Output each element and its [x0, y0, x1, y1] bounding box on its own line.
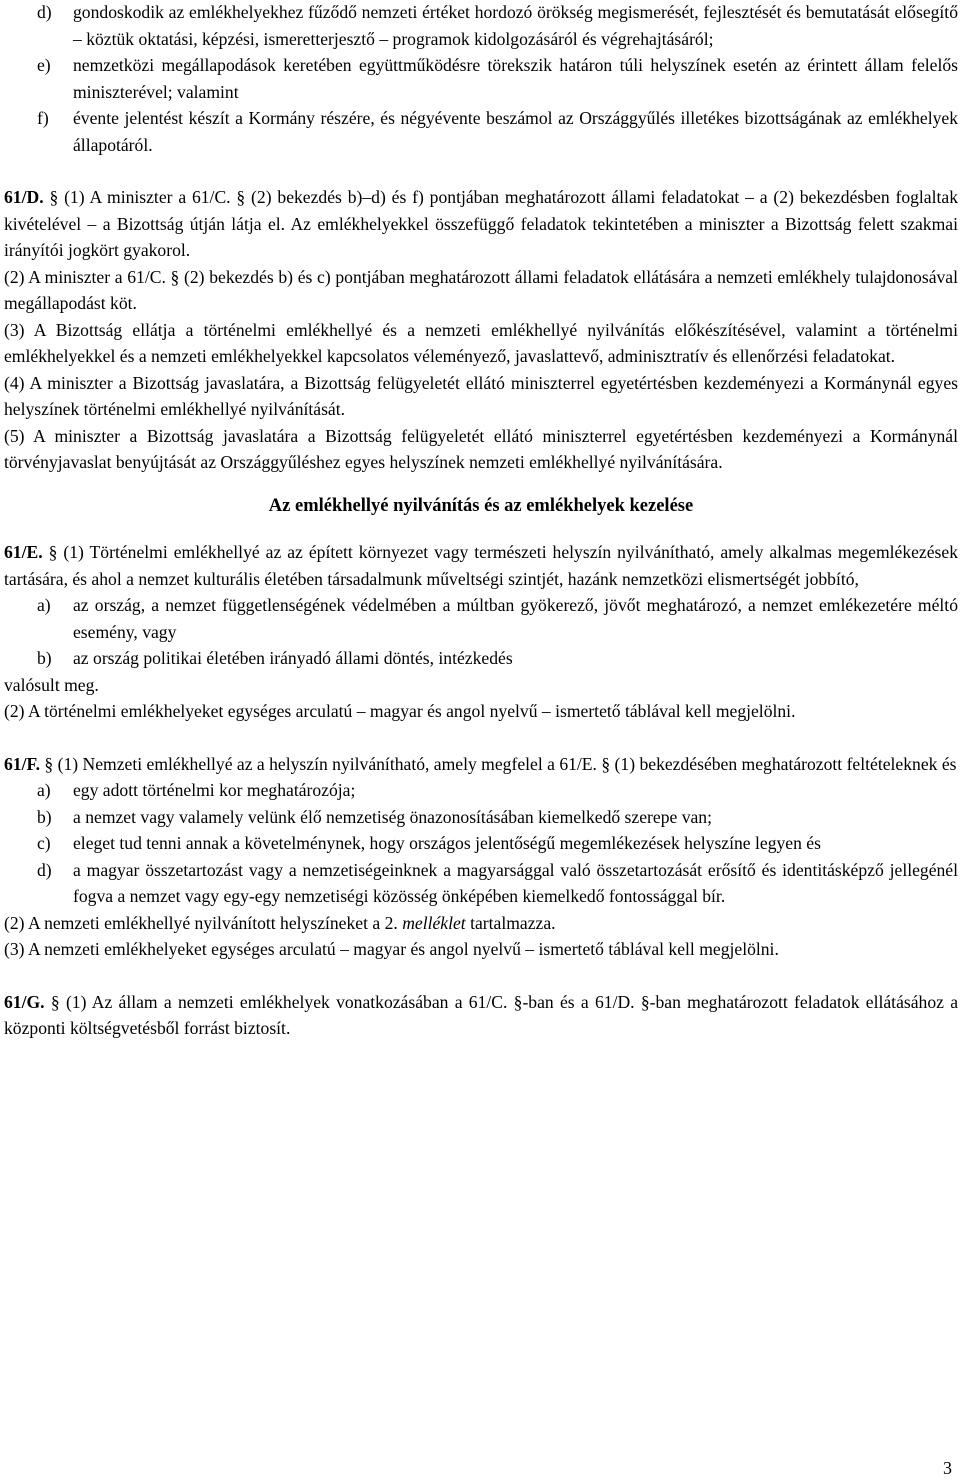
section-symbol: §	[48, 542, 58, 562]
section-number: 61/E.	[4, 542, 43, 562]
list-item-text: évente jelentést készít a Kormány részére, és négyévente beszámol az Országgyűlés illetékes bizottságának az emlékhelyek állapotáról.	[73, 108, 958, 155]
section-61d-paragraph-2: (2) A miniszter a 61/C. § (2) bekezdés b) és c) pontjában meghatározott állami feladatok ellátására a nemzeti emlékhely tulajdonosával megállapodást köt.	[4, 266, 958, 313]
section-symbol: §	[50, 991, 60, 1012]
list-item	[4, 857, 958, 910]
list-item	[4, 777, 958, 804]
list-item-text: az ország, a nemzet függetlenségének védelmében a múltban gyökerező, jövőt meghatározó, a nemzet emlékezetére méltó esemény, vagy	[73, 595, 958, 642]
list-item-text: gondoskodik az emlékhelyekhez fűződő nemzeti értéket hordozó örökség megismerését, fejlesztését és bemutatását elősegítő – köztük oktatási, képzési, ismeretterjesztő – programok kidolgozásáról és végrehajtásáról;	[73, 2, 958, 49]
paragraph-text: (1) Az állam a nemzeti emlékhelyek vonatkozásában a 61/C. §-ban és a 61/D. §-ban meghatározott feladatok ellátásához a központi költségvetésből forrást biztosít.	[4, 991, 959, 1038]
list-item	[4, 830, 958, 857]
list-item-label: d)	[37, 2, 52, 22]
list-item	[4, 52, 958, 105]
list-item-text: egy adott történelmi kor meghatározója;	[73, 780, 356, 800]
list-item	[4, 804, 958, 831]
list-item-label: e)	[37, 55, 51, 75]
list-item-label: c)	[37, 833, 51, 853]
section-symbol: §	[44, 753, 54, 774]
section-number: 61/F.	[4, 753, 41, 774]
paragraph-text: (2) A nemzeti emlékhellyé nyilvánított helyszíneket a 2.	[4, 912, 398, 933]
section-61e-paragraph-2: (2) A történelmi emlékhelyeket egységes arculatú – magyar és angol nyelvű – ismertető táblával kell megjelölni.	[4, 701, 796, 721]
section-61d-paragraph-5: (5) A miniszter a Bizottság javaslatára a Bizottság felügyeletét ellátó miniszterrel egyetértésben kezdeményezi a Kormánynál törvényjavaslat benyújtását az Országgyűléshez egyes helyszínek nemzeti emlékhellyé nyilvánítására.	[4, 425, 958, 472]
list-item	[4, 592, 958, 645]
document-page	[4, 0, 958, 1042]
section-heading: Az emlékhellyé nyilvánítás és az emlékhelyek kezelése	[268, 495, 694, 516]
list-item-label: d)	[37, 859, 52, 880]
section-61d-paragraph-1	[4, 184, 958, 264]
paragraph-text: (1) Történelmi emlékhellyé az az épített környezet vagy természeti helyszín nyilvánítható, amely alkalmas megemlékezések tartására, és ahol a nemzet kulturális életében társadalmunk műveltségi szintjét, hazánk nemzetközi elismertségét jobbító,	[4, 542, 958, 589]
list-item-text: nemzetközi megállapodások keretében együttműködésre törekszik határon túli helyszínek esetén az érintett állam felelős miniszterével; valamint	[73, 55, 958, 102]
section-61d-paragraph-3: (3) A Bizottság ellátja a történelmi emlékhellyé és a nemzeti emlékhellyé nyilvánítás előkészítésével, valamint a történelmi emlékhelyekkel és a nemzeti emlékhelyekkel kapcsolatos véleményező, javaslattevő, adminisztratív és ellenőrzési feladatokat.	[4, 319, 958, 366]
paragraph-text: tartalmazza.	[470, 912, 556, 933]
section-61g-paragraph-1	[4, 989, 958, 1042]
page-number: 3	[943, 1458, 952, 1478]
section-61d-paragraph-4: (4) A miniszter a Bizottság javaslatára, a Bizottság felügyeletét ellátó miniszterrel egyetértésben kezdeményezi a Kormánynál egyes helyszínek történelmi emlékhellyé nyilvánítását.	[4, 372, 958, 419]
section-61f-paragraph-3: (3) A nemzeti emlékhelyeket egységes arculatú – magyar és angol nyelvű – ismertető táblával kell megjelölni.	[4, 939, 779, 959]
section-61e-paragraph-1	[4, 539, 958, 592]
paragraph-text: (1) Nemzeti emlékhellyé az a helyszín nyilvánítható, amely megfelel a 61/E. § (1) bekezdésében meghatározott feltételeknek és	[57, 753, 957, 774]
list-item-label: b)	[37, 648, 52, 668]
section-61f-paragraph-1	[4, 751, 958, 778]
section-61f-paragraph-2	[4, 910, 958, 937]
list-item	[4, 645, 958, 672]
list-item-text: a nemzet vagy valamely velünk élő nemzetiség önazonosításában kiemelkedő szerepe van;	[73, 806, 712, 827]
list-item-text: eleget tud tenni annak a követelménynek, hogy országos jelentőségű megemlékezések helyszíne legyen és	[73, 833, 821, 853]
annex-reference: melléklet	[402, 912, 466, 933]
list-item-label: a)	[37, 780, 51, 800]
list-item-text: a magyar összetartozást vagy a nemzetiségeinknek a magyarsággal való összetartozását erősítő és identitásképző jellegénél fogva a nemzet vagy egy-egy nemzetiségi közösség önképében kiemelkedő fontossággal bír.	[73, 859, 958, 906]
section-number: 61/G.	[4, 991, 45, 1012]
list-item-label: a)	[37, 595, 51, 615]
list-item-label: f)	[37, 108, 49, 128]
paragraph-text: (1) A miniszter a 61/C. § (2) bekezdés b)–d) és f) pontjában meghatározott állami feladatokat – a (2) bekezdésben foglaltak kivételével – a Bizottság útján látja el. Az emlékhelyekkel összefüggő feladatok tekintetében a miniszter a Bizottság felett szakmai irányítói jogkört gyakorol.	[4, 187, 958, 260]
section-number: 61/D.	[4, 187, 44, 207]
section-symbol: §	[49, 187, 59, 207]
list-item	[4, 0, 958, 52]
list-item-text: az ország politikai életében irányadó állami döntés, intézkedés	[73, 648, 513, 668]
list-item	[4, 105, 958, 158]
section-61e-closing: valósult meg.	[4, 674, 99, 695]
list-item-label: b)	[37, 806, 52, 827]
